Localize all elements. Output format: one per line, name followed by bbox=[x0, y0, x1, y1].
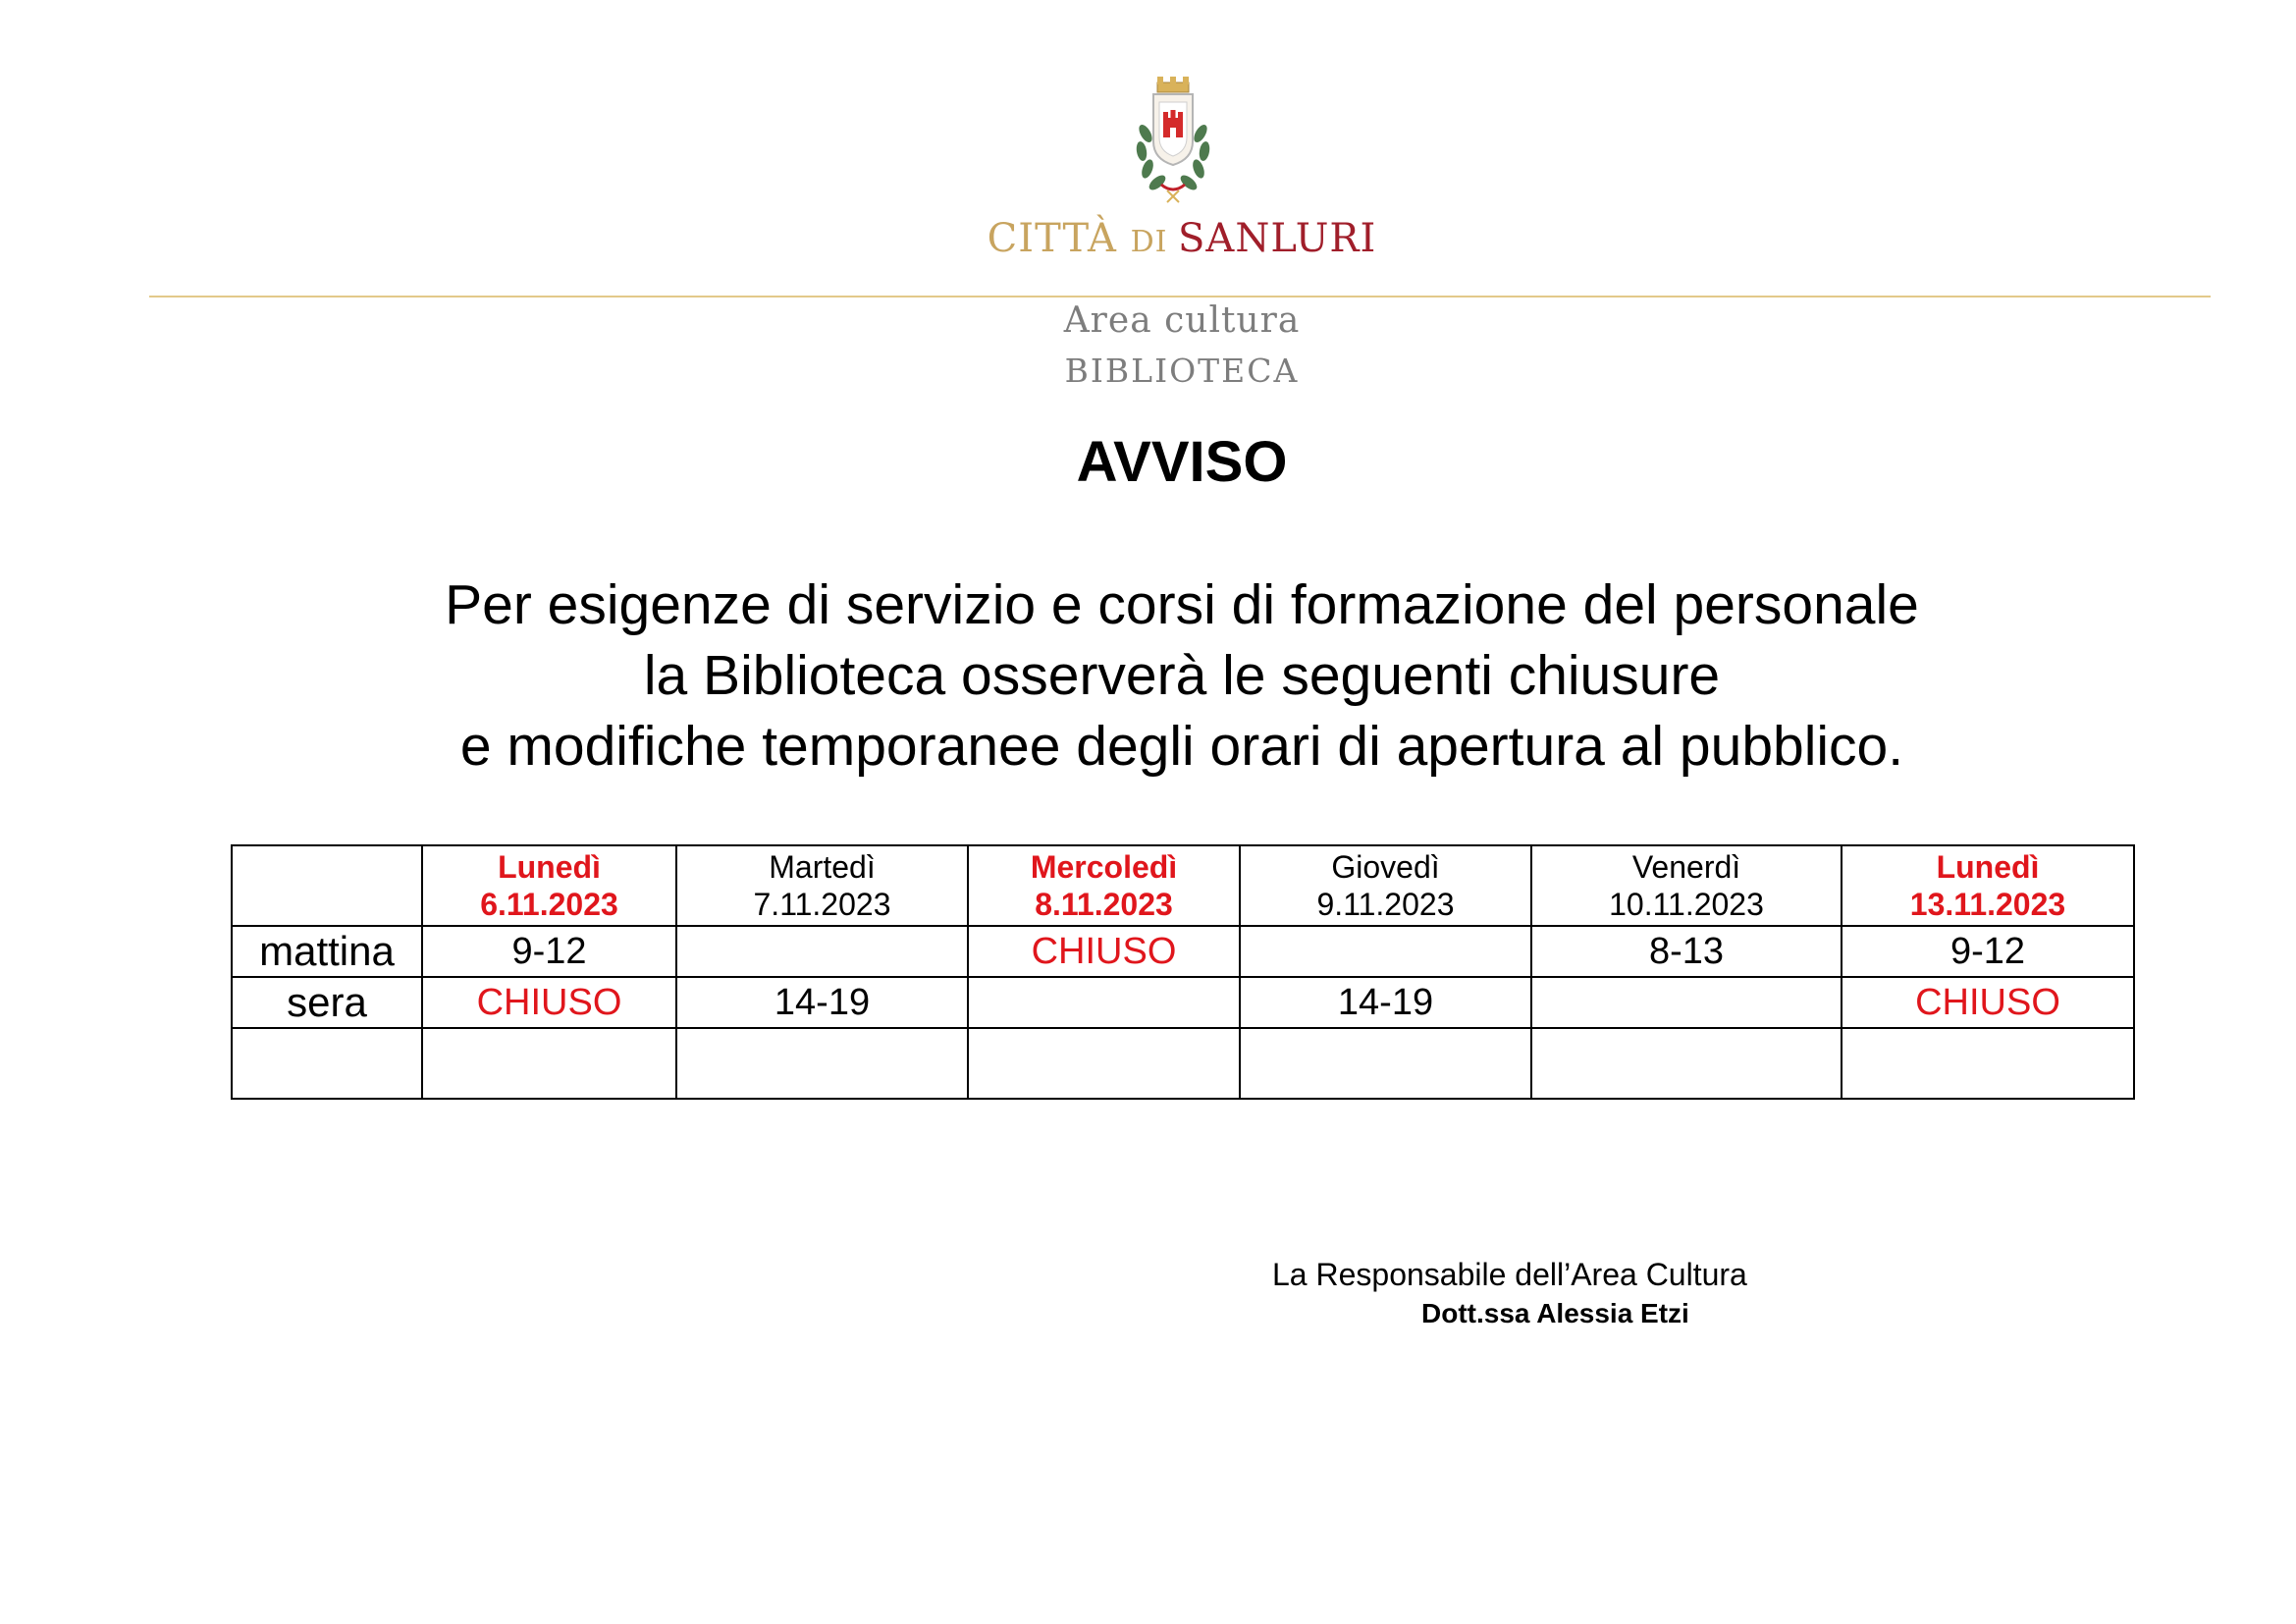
schedule-cell: CHIUSO bbox=[422, 977, 676, 1028]
schedule-cell bbox=[422, 1028, 676, 1099]
area-label: Area cultura bbox=[1063, 300, 1301, 341]
schedule-table bbox=[231, 844, 2135, 1100]
row-label: mattina bbox=[232, 926, 422, 977]
schedule-cell bbox=[676, 926, 968, 977]
row-label bbox=[232, 1028, 422, 1099]
day-name: Venerdì bbox=[1631, 849, 1741, 885]
schedule-cell: CHIUSO bbox=[968, 926, 1240, 977]
schedule-cell bbox=[968, 977, 1240, 1028]
day-name: Giovedì bbox=[1331, 849, 1440, 885]
table-row-mattina bbox=[232, 926, 2134, 977]
notice-body-line: la Biblioteca osserverà le seguenti chiusure bbox=[643, 644, 1721, 707]
schedule-cell: 8-13 bbox=[1531, 926, 1842, 977]
day-date: 6.11.2023 bbox=[480, 887, 618, 922]
signature-role: La Responsabile dell’Area Cultura bbox=[1272, 1257, 1747, 1292]
row-label: sera bbox=[232, 977, 422, 1028]
notice-body-line: Per esigenze di servizio e corsi di formazione del personale bbox=[445, 573, 1919, 636]
schedule-cell bbox=[1842, 1028, 2134, 1099]
schedule-cell: 14-19 bbox=[1240, 977, 1531, 1028]
day-date: 7.11.2023 bbox=[753, 887, 891, 922]
day-date: 8.11.2023 bbox=[1035, 887, 1173, 922]
schedule-cell: 9-12 bbox=[422, 926, 676, 977]
header-divider bbox=[149, 296, 2211, 298]
header-day-cell bbox=[676, 845, 968, 926]
header-day-cell bbox=[422, 845, 676, 926]
schedule-cell: 9-12 bbox=[1842, 926, 2134, 977]
table-header-row bbox=[232, 845, 2134, 926]
table-row-sera bbox=[232, 977, 2134, 1028]
city-name-part2: DI bbox=[1130, 225, 1179, 259]
city-name-part1: CITTÀ bbox=[987, 216, 1131, 261]
schedule-cell bbox=[1531, 1028, 1842, 1099]
day-date: 10.11.2023 bbox=[1609, 887, 1764, 922]
city-name bbox=[0, 216, 2296, 261]
notice-body-line: e modifiche temporanee degli orari di apertura al pubblico. bbox=[459, 715, 1904, 778]
header-day-cell bbox=[1531, 845, 1842, 926]
day-name: Mercoledì bbox=[1030, 849, 1178, 885]
day-name: Lunedì bbox=[498, 849, 601, 885]
header-day-cell bbox=[1240, 845, 1531, 926]
day-name: Martedì bbox=[769, 849, 876, 885]
department-label: BIBLIOTECA bbox=[1064, 352, 1300, 390]
table-row-empty bbox=[232, 1028, 2134, 1099]
schedule-cell bbox=[968, 1028, 1240, 1099]
schedule-cell bbox=[676, 1028, 968, 1099]
day-name: Lunedì bbox=[1936, 849, 2040, 885]
crown-icon bbox=[1157, 77, 1189, 92]
day-date: 9.11.2023 bbox=[1316, 887, 1455, 922]
city-crest-logo bbox=[1124, 75, 1222, 212]
schedule-cell: CHIUSO bbox=[1842, 977, 2134, 1028]
schedule-cell: 14-19 bbox=[676, 977, 968, 1028]
header-corner-cell bbox=[232, 845, 422, 926]
schedule-cell bbox=[1240, 926, 1531, 977]
schedule-cell bbox=[1531, 977, 1842, 1028]
header-day-cell bbox=[1842, 845, 2134, 926]
signature-name: Dott.ssa Alessia Etzi bbox=[1421, 1298, 1689, 1328]
header-day-cell bbox=[968, 845, 1240, 926]
castle-icon bbox=[1163, 110, 1183, 137]
notice-title: AVVISO bbox=[1076, 430, 1288, 494]
city-name-part3: SANLURI bbox=[1178, 216, 1377, 261]
schedule-cell bbox=[1240, 1028, 1531, 1099]
day-date: 13.11.2023 bbox=[1909, 887, 2066, 922]
notice-body bbox=[0, 569, 2296, 782]
signature-block bbox=[1272, 1257, 1747, 1328]
